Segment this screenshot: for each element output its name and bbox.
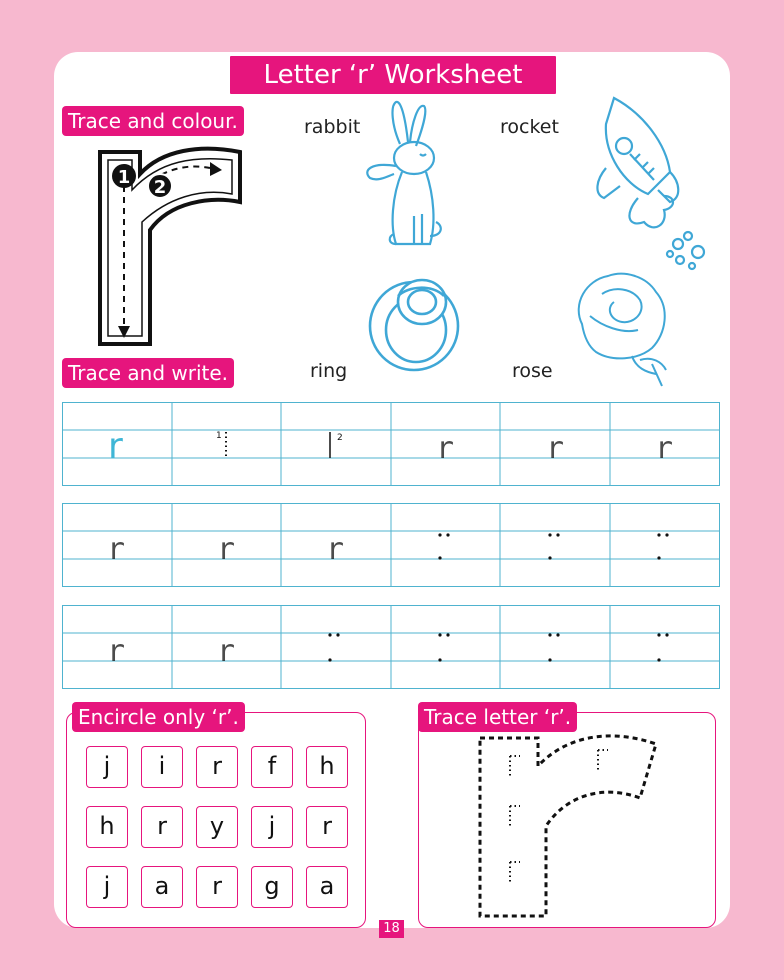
letter-tile[interactable]: f xyxy=(251,746,293,788)
row1-model-letter: r xyxy=(108,426,123,467)
section-label-trace-write: Trace and write. xyxy=(62,358,234,388)
row2-dotted-letter: r xyxy=(217,532,236,567)
page-number: 18 xyxy=(379,920,404,938)
row2-dotted-letter: r xyxy=(326,532,345,567)
stroke-number-1: 1 xyxy=(117,167,131,188)
row1-stroke-step-2: 2 xyxy=(337,433,343,443)
letter-tile[interactable]: r xyxy=(196,866,238,908)
letter-tile[interactable]: j xyxy=(251,806,293,848)
section-label-trace-letter: Trace letter ‘r’. xyxy=(418,702,577,732)
letter-tile[interactable]: h xyxy=(86,806,128,848)
row1-dotted-letter: r xyxy=(436,431,455,466)
section-label-encircle: Encircle only ‘r’. xyxy=(72,702,245,732)
letter-tile[interactable]: g xyxy=(251,866,293,908)
section-label-trace-colour: Trace and colour. xyxy=(62,106,244,136)
row3-dot-guides xyxy=(328,633,668,661)
row3-dotted-letter: r xyxy=(217,634,236,669)
row1-dotted-letter: r xyxy=(655,431,674,466)
picture-word-rocket: rocket xyxy=(500,116,559,138)
big-letter-r-trace[interactable] xyxy=(90,140,250,360)
letter-tile[interactable]: j xyxy=(86,746,128,788)
ring-icon[interactable] xyxy=(360,266,470,378)
writing-row-2[interactable] xyxy=(62,503,720,587)
rose-icon[interactable] xyxy=(562,264,682,388)
row2-dot-guides xyxy=(438,533,668,559)
worksheet-title: Letter ‘r’ Worksheet xyxy=(228,54,558,96)
letter-tile[interactable]: r xyxy=(196,746,238,788)
letter-tile[interactable]: i xyxy=(141,746,183,788)
picture-word-ring: ring xyxy=(310,360,348,382)
letter-tile[interactable]: r xyxy=(306,806,348,848)
letter-tile[interactable]: j xyxy=(86,866,128,908)
row1-stroke-step-1: 1 xyxy=(216,431,222,441)
letter-tile[interactable]: y xyxy=(196,806,238,848)
picture-word-rabbit: rabbit xyxy=(304,116,361,138)
picture-word-rose: rose xyxy=(512,360,553,382)
writing-row-3[interactable] xyxy=(62,605,720,689)
writing-row-1[interactable] xyxy=(62,402,720,486)
row2-dotted-letter: r xyxy=(107,532,126,567)
letter-tile[interactable]: a xyxy=(306,866,348,908)
dotted-letter-r-trace[interactable] xyxy=(470,726,666,920)
letter-tile[interactable]: a xyxy=(141,866,183,908)
stroke-number-2: 2 xyxy=(153,177,167,198)
rabbit-icon[interactable] xyxy=(352,96,462,256)
row3-dotted-letter: r xyxy=(107,634,126,669)
rocket-icon[interactable] xyxy=(584,94,714,272)
letter-tile[interactable]: r xyxy=(141,806,183,848)
letter-tile[interactable]: h xyxy=(306,746,348,788)
row1-dotted-letter: r xyxy=(546,431,565,466)
